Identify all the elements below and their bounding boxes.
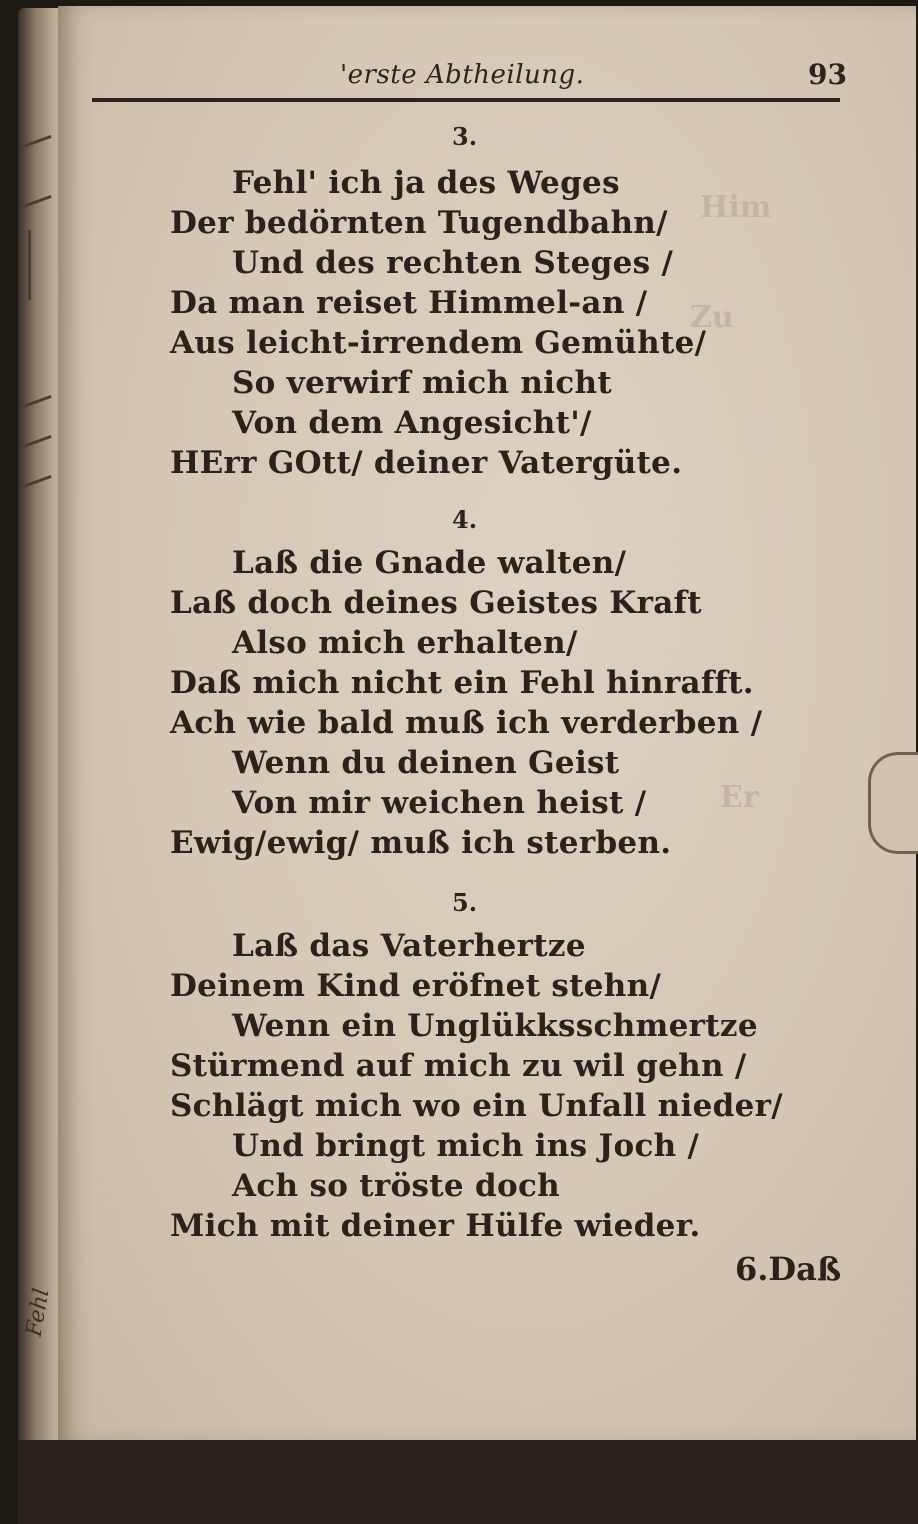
bleed-through-text: Him [700,190,772,225]
verse-line: Da man reiset Himmel-an / [170,285,648,321]
verse-line: So verwirf mich nicht [232,365,612,401]
stanza-number: 5. [452,888,478,917]
verse-line: Fehl' ich ja des Weges [232,165,620,201]
verse-line: Laß die Gnade walten/ [232,545,627,581]
verse-line: Der bedörnten Tugendbahn/ [170,205,668,241]
verse-line: Schlägt mich wo ein Unfall nieder/ [170,1088,783,1124]
verse-line: Deinem Kind eröfnet stehn/ [170,968,662,1004]
margin-note: Fehl [21,1286,55,1339]
bleed-through-text: Zu [690,300,734,335]
verse-line: Wenn ein Unglükksschmertze [232,1008,758,1044]
bottom-shadow [18,1440,918,1524]
verse-line: Daß mich nicht ein Fehl hinrafft. [170,665,754,701]
page-clasp [868,752,918,854]
verse-line: Ach wie bald muß ich verderben / [170,705,763,741]
verse-line: Also mich erhalten/ [232,625,578,661]
verse-line: Und bringt mich ins Joch / [232,1128,700,1164]
margin-mark [28,230,31,300]
verse-line: Von mir weichen heist / [232,785,647,821]
bleed-through-text: Er [720,780,759,815]
verse-line: Aus leicht-irrendem Gemühte/ [170,325,707,361]
verse-line: HErr GOtt/ deiner Vatergüte. [170,445,683,481]
running-head: 'erste Abtheilung. [340,60,585,90]
verse-line: Wenn du deinen Geist [232,745,620,781]
stanza-number: 4. [452,505,478,534]
verse-line: Ach so tröste doch [232,1168,560,1204]
verse-line: Und des rechten Steges / [232,245,674,281]
catchword: 6.Daß [735,1250,842,1288]
page-number: 93 [808,58,847,91]
verse-line: Laß doch deines Geistes Kraft [170,585,702,621]
header-rule [92,98,840,102]
verse-line: Ewig/ewig/ muß ich sterben. [170,825,672,861]
verse-line: Von dem Angesicht'/ [232,405,592,441]
verse-line: Mich mit deiner Hülfe wieder. [170,1208,701,1244]
verse-line: Stürmend auf mich zu wil gehn / [170,1048,747,1084]
verse-line: Laß das Vaterhertze [232,928,586,964]
stanza-number: 3. [452,122,478,151]
